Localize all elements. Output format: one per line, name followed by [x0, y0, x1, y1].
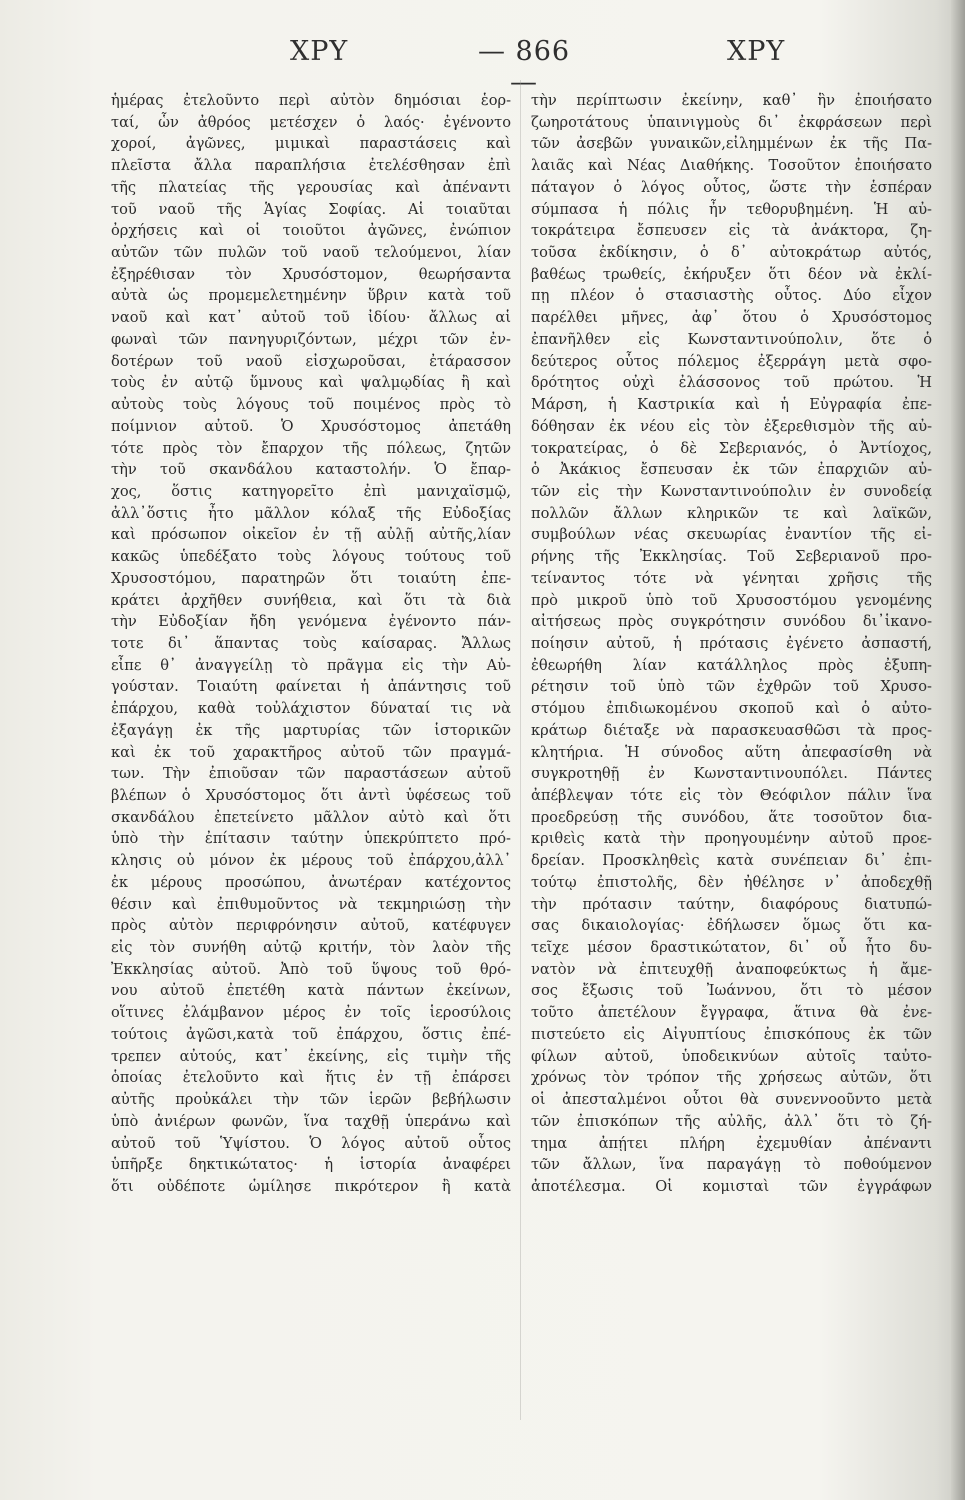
- text-line: ἡμέρας ἐτελοῦντο περὶ αὐτὸν δημόσιαι ἑορ-: [111, 92, 511, 109]
- text-line: δεύτερος οὗτος πόλεμος ἐξερράγη μετὰ σφο-: [531, 352, 932, 370]
- text-line: εἰς τὸν συνήθη αὐτῷ κριτήν, τὸν λαὸν τῆς: [111, 939, 511, 957]
- text-line: ποίμνιον αὐτοῦ. Ὁ Χρυσόστομος ἀπετάθη: [111, 417, 511, 435]
- text-line: τοκράτειρα ἔσπευσεν εἰς τὰ ἀνάκτορα, ζη-: [531, 222, 932, 240]
- text-line: ἀλλ᾽ὅστις ἦτο μᾶλλον κόλαξ τῆς Εὐδοξίας: [111, 504, 511, 522]
- text-line: τημα ἀπῄτει πλήρη ἐχεμυθίαν ἀπέναντι: [531, 1134, 932, 1152]
- left-running-head: ΧΡΥ: [290, 36, 349, 67]
- text-line: δόθησαν ἐκ νέου εἰς τὸν ἐξερεθισμὸν τῆς αὐ-: [531, 417, 932, 435]
- text-line: αὐτῆς προὐκάλει τὴν τῶν ἱερῶν βεβήλωσιν: [111, 1091, 511, 1109]
- text-line: ζωηροτάτους ὑπαινιγμοὺς δι᾽ ἐκφράσεων περὶ: [531, 113, 932, 131]
- text-line: ὅτι οὐδέποτε ὡμίλησε πικρότερον ἢ κατὰ: [111, 1177, 511, 1195]
- page-edge-shadow: [951, 0, 965, 1500]
- text-line: πρὸς αὐτὸν περιφρόνησιν αὐτοῦ, κατέφυγεν: [111, 917, 511, 935]
- text-line: προεδρεύσῃ τῆς συνόδου, ἅτε τοσοῦτον δια-: [531, 808, 932, 826]
- text-line: δρείαν. Προσκληθεὶς κατὰ συνέπειαν δι᾽ ἐπι-: [531, 852, 932, 870]
- text-line: σύμπασα ἡ πόλις ἦν τεθορυβημένη. Ἡ αὐ-: [531, 200, 932, 218]
- text-line: ἐπανῆλθεν εἰς Κωνσταντινούπολιν, ὅτε ὁ: [531, 330, 932, 348]
- text-line: τείναντος τότε νὰ γένηται χρῆσις τῆς: [531, 569, 932, 587]
- text-line: συγκροτηθῇ ἐν Κωνσταντινουπόλει. Πάντες: [531, 765, 932, 783]
- text-line: σος ἔξωσις τοῦ Ἰωάννου, ὅτι τὸ μέσον: [531, 982, 932, 1000]
- text-line: καὶ πρόσωπον οἰκεῖον ἐν τῇ αὐλῇ αὐτῆς,λίαν: [111, 526, 511, 544]
- text-line: τότε πρὸς τὸν ἔπαρχον τῆς πόλεως, ζητῶν: [111, 439, 511, 457]
- text-line: τῶν εἰς τὴν Κωνσταντινούπολιν ἐν συνοδείᾳ: [531, 482, 932, 500]
- text-line: τὴν τοῦ σκανδάλου καταστολήν. Ὁ ἔπαρ-: [111, 461, 511, 479]
- text-line: τρεπεν αὐτούς, κατ᾽ ἐκείνης, εἰς τιμὴν τῆς: [111, 1047, 511, 1065]
- text-line: βλέπων ὁ Χρυσόστομος ὅτι ἀντὶ ὑφέσεως τοῦ: [111, 787, 511, 804]
- text-line: γούσταν. Τοιαύτη φαίνεται ἡ ἀπάντησις τοῦ: [111, 678, 511, 696]
- text-line: ἐξηρέθισαν τὸν Χρυσόστομον, θεωρήσαντα: [111, 265, 511, 283]
- text-line: κλησις οὐ μόνον ἐκ μέρους τοῦ ἐπάρχου,ἀλλ᾽: [111, 852, 511, 870]
- text-line: πάταγον ὁ λόγος οὗτος, ὥστε τὴν ἑσπέραν: [531, 178, 932, 196]
- text-line: συμβούλων νέας σκευωρίας ἐναντίον τῆς εἰ-: [531, 526, 932, 544]
- text-line: θέσιν καὶ ἐπιθυμοῦντος νὰ τεκμηριώσῃ τὴν: [111, 895, 511, 913]
- text-line: τούτοις ἀγῶσι,κατὰ τοῦ ἐπάρχου, ὅστις ἐπέ-: [111, 1025, 511, 1043]
- text-line: αὐτοὺς τοὺς λόγους τοῦ ποιμένος πρὸς τὸ: [111, 396, 511, 414]
- text-line: πῃ πλέον ὁ στασιαστὴς οὗτος. Δύο εἶχον: [531, 287, 932, 305]
- page-number: — 866 —: [477, 36, 571, 98]
- text-line: ναοῦ καὶ κατ᾽ αὐτοῦ τοῦ ἰδίου· ἄλλως αἱ: [111, 309, 511, 327]
- text-line: χος, ὅστις κατηγορεῖτο ἐπὶ μανιχαϊσμῷ,: [111, 482, 511, 500]
- text-line: σκανδάλου ἐπετείνετο μᾶλλον αὐτὸ καὶ ὅτι: [111, 808, 511, 826]
- text-line: λαιᾶς καὶ Νέας Διαθήκης. Τοσοῦτον ἐποιήσατο: [531, 157, 932, 175]
- text-line: πλεῖστα ἄλλα παραπλήσια ἐτελέσθησαν ἐπὶ: [111, 157, 511, 175]
- text-line: ὁ Ἀκάκιος ἔσπευσαν ἐκ τῶν ἐπαρχιῶν αὐ-: [531, 461, 932, 479]
- text-line: παρέλθει μῆνες, ἀφ᾽ ὅτου ὁ Χρυσόστομος: [531, 309, 932, 327]
- text-line: κακῶς ὑπεδέξατο τοὺς λόγους τούτους τοῦ: [111, 548, 511, 566]
- text-line: στόμου ἐπιδιωκομένου σκοποῦ καὶ ὁ αὐτο-: [531, 700, 932, 718]
- text-line: κράτωρ διέταξε νὰ παρασκευασθῶσι τὰ προς-: [531, 721, 932, 739]
- text-line: ὑπῆρξε δηκτικώτατος· ἡ ἱστορία ἀναφέρει: [111, 1156, 511, 1174]
- text-line: ἐκ μέρους προσώπου, ἀνωτέραν κατέχοντος: [111, 873, 511, 891]
- text-line: οἱ ἀπεσταλμένοι οὗτοι θὰ συνεννοοῦντο μετὰ: [531, 1091, 932, 1109]
- text-line: βαθέως τρωθείς, ἐκήρυξεν ὅτι δέον νὰ ἐκλί-: [531, 265, 932, 283]
- text-line: Μάρση, ἡ Καστρικία καὶ ἡ Εὐγραφία ἐπε-: [531, 396, 932, 414]
- text-line: ἐθεωρήθη λίαν κατάλληλος πρὸς ἐξυπη-: [531, 656, 932, 674]
- text-line: κριθεὶς κατὰ τὴν προηγουμένην αὐτοῦ προε-: [531, 830, 932, 848]
- text-line: τῶν ἐπισκόπων τῆς αὐλῆς, ἀλλ᾽ ὅτι τὸ ζή-: [531, 1112, 932, 1130]
- text-line: αἰτήσεως πρὸς συγκρότησιν συνόδου δι᾽ἱκανο-: [531, 613, 932, 631]
- text-line: ἐξαγάγῃ ἐκ τῆς μαρτυρίας τῶν ἱστορικῶν: [111, 721, 511, 739]
- text-line: τοὺς ἐν αὐτῷ ὕμνους καὶ ψαλμῳδίας ἢ καὶ: [111, 374, 511, 392]
- text-line: ὁποίας ἐτελοῦντο καὶ ἥτις ἐν τῇ ἐπάρσει: [111, 1069, 511, 1087]
- text-line: τοῦτο ἀπετέλουν ἔγγραφα, ἅτινα θὰ ἐνε-: [531, 1004, 932, 1022]
- text-line: τὴν περίπτωσιν ἐκείνην, καθ᾽ ἣν ἐποιήσατο: [531, 92, 932, 109]
- right-running-head: ΧΡΥ: [727, 36, 786, 67]
- text-line: φίλων αὐτοῦ, ὑποδεικνύων αὐτοῖς ταὐτο-: [531, 1047, 932, 1065]
- text-line: ὀρχήσεις καὶ οἱ τοιοῦτοι ἀγῶνες, ἐνώπιον: [111, 222, 511, 240]
- text-line: ρέτησιν τοῦ ὑπὸ τῶν ἐχθρῶν τοῦ Χρυσο-: [531, 678, 932, 696]
- text-line: τοῦσα ἐκδίκησιν, ὁ δ᾽ αὐτοκράτωρ αὐτός,: [531, 244, 932, 262]
- text-line: τῶν ἀσεβῶν γυναικῶν,εἰλημμένων ἐκ τῆς Πα-: [531, 135, 932, 153]
- text-line: ρήνης τῆς Ἐκκλησίας. Τοῦ Σεβεριανοῦ προ-: [531, 548, 932, 566]
- text-line: ταί, ὧν ἀθρόος μετέσχεν ὁ λαός· ἐγένοντο: [111, 113, 511, 131]
- text-line: ὑπὸ τὴν ἐπίτασιν ταύτην ὑπεκρύπτετο πρό-: [111, 830, 511, 848]
- text-line: τὴν πρότασιν ταύτην, διαφόρους διατυπώ-: [531, 895, 932, 913]
- text-line: αὐτοῦ τοῦ Ὑψίστου. Ὁ λόγος αὐτοῦ οὗτος: [111, 1134, 511, 1152]
- page-header: [110, 36, 910, 98]
- text-line: πιστεύετο εἰς Αἰγυπτίους ἐπισκόπους ἐκ τῶν: [531, 1025, 932, 1043]
- text-line: φωναὶ τῶν πανηγυριζόντων, μέχρι τῶν ἐν-: [111, 330, 511, 348]
- text-line: χοροί, ἀγῶνες, μιμικαὶ παραστάσεις καὶ: [111, 135, 511, 153]
- text-line: τοκρατείρας, ὁ δὲ Σεβεριανός, ὁ Ἀντίοχος,: [531, 439, 932, 457]
- text-line: τὴν Εὐδοξίαν ἤδη γενόμενα ἐγένοντο πάν-: [111, 613, 511, 631]
- text-line: χρόνως τὸν τρόπον τῆς χρήσεως αὐτῶν, ὅτι: [531, 1069, 932, 1087]
- text-line: ἀποτέλεσμα. Οἱ κομισταὶ τῶν ἐγγράφων: [531, 1177, 932, 1195]
- text-line: τεῖχε μέσον δραστικώτατον, δι᾽ οὗ ἦτο δυ-: [531, 939, 932, 957]
- text-line: τῶν ἄλλων, ἵνα παραγάγῃ τὸ ποθούμενον: [531, 1156, 932, 1174]
- text-line: αὐτὰ ὡς προμεμελετημένην ὕβριν κατὰ τοῦ: [111, 287, 511, 305]
- text-line: νου αὐτοῦ ἐπετέθη κατὰ πάντων ἐκείνων,: [111, 982, 511, 1000]
- text-line: δοτέρων τοῦ ναοῦ εἰσχωροῦσαι, ἐτάρασσον: [111, 352, 511, 370]
- text-line: τῆς πλατείας τῆς γερουσίας καὶ ἀπέναντι: [111, 178, 511, 196]
- text-line: καὶ ἐκ τοῦ χαρακτῆρος αὐτοῦ τῶν πραγμά-: [111, 743, 511, 761]
- text-line: τούτῳ ἐπιστολῆς, δὲν ἠθέλησε ν᾽ ἀποδεχθῇ: [531, 873, 932, 891]
- text-line: ποίησιν αὐτοῦ, ἡ πρότασις ἐγένετο ἀσπαστή,: [531, 634, 932, 652]
- text-line: πρὸ μικροῦ ὑπὸ τοῦ Χρυσοστόμου γενομένης: [531, 591, 932, 609]
- text-line: Ἐκκλησίας αὐτοῦ. Ἀπὸ τοῦ ὕψους τοῦ θρό-: [111, 960, 511, 978]
- text-line: κλητήρια. Ἡ σύνοδος αὕτη ἀπεφασίσθη νὰ: [531, 743, 932, 761]
- text-line: ἐπάρχου, καθὰ τοὐλάχιστον δύναταί τις νὰ: [111, 700, 511, 718]
- text-line: Χρυσοστόμου, παρατηρῶν ὅτι τοιαύτη ἐπε-: [111, 569, 511, 587]
- text-line: τοτε δι᾽ ἅπαντας τοὺς καίσαρας. Ἄλλως: [111, 634, 511, 652]
- text-line: των. Τὴν ἐπιοῦσαν τῶν παραστάσεων αὐτοῦ: [111, 765, 511, 783]
- text-line: σας δικαιολογίας· ἐδήλωσεν ὅμως ὅτι κα-: [531, 917, 932, 935]
- text-line: νατὸν νὰ ἐπιτευχθῇ ἀναποφεύκτως ἡ ἄμε-: [531, 960, 932, 978]
- text-line: πολλῶν ἄλλων κληρικῶν τε καὶ λαϊκῶν,: [531, 504, 932, 522]
- text-line: αὐτῶν τῶν πυλῶν τοῦ ναοῦ τελούμενοι, λίαν: [111, 244, 511, 262]
- text-line: οἵτινες ἐλάμβανον μέρος ἐν τοῖς ἱεροσύλοις: [111, 1004, 511, 1022]
- text-line: ὑπὸ ἀνιέρων φωνῶν, ἵνα ταχθῇ ὑπεράνω καὶ: [111, 1112, 511, 1130]
- text-line: τοῦ ναοῦ τῆς Ἁγίας Σοφίας. Αἱ τοιαῦται: [111, 200, 511, 218]
- text-line: κράτει ἀρχῆθεν συνήθεια, καὶ ὅτι τὰ διὰ: [111, 591, 511, 609]
- text-line: δρότητος οὐχὶ ἐλάσσονος τοῦ πρώτου. Ἡ: [531, 374, 932, 392]
- left-text-column: [111, 90, 511, 1198]
- text-line: εἶπε θ᾽ ἀναγγείλῃ τὸ πρᾶγμα εἰς τὴν Αὐ-: [111, 656, 511, 674]
- right-text-column: [531, 90, 932, 1198]
- text-line: ἀπέβλεψαν τότε εἰς τὸν Θεόφιλον πάλιν ἵνα: [531, 787, 932, 804]
- column-divider: [520, 80, 521, 1420]
